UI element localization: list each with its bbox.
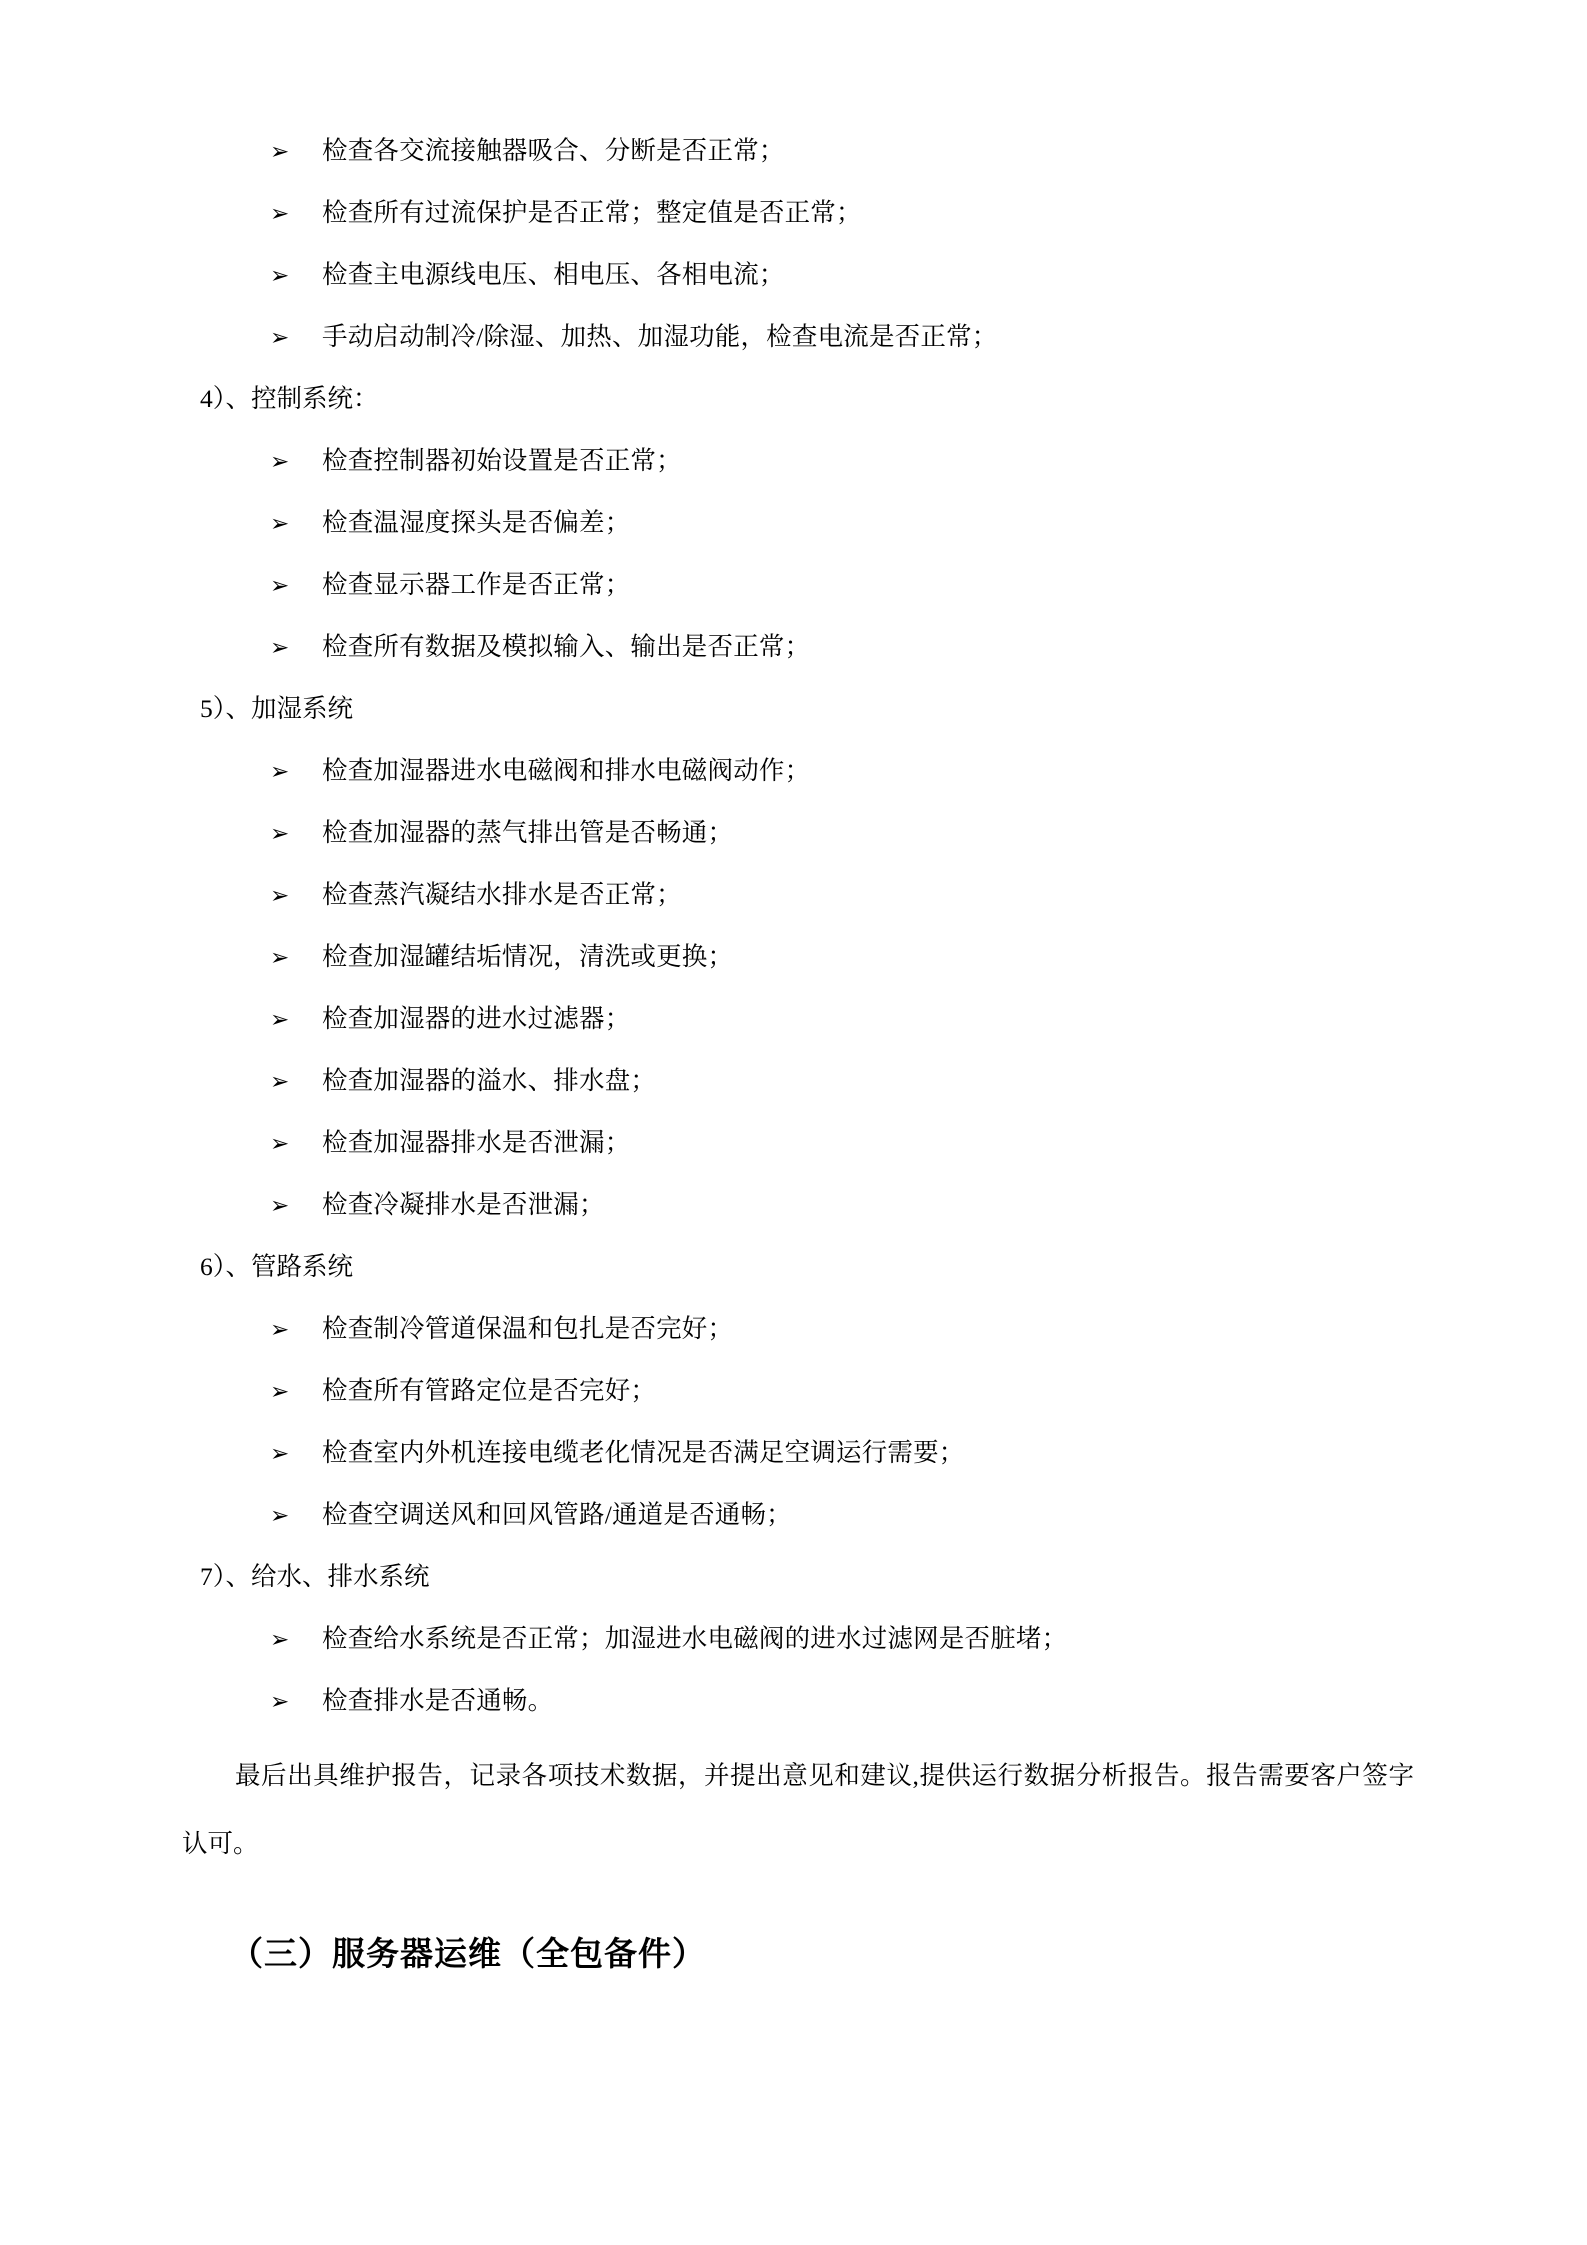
major-section-heading: （三）服务器运维（全包备件）: [230, 1934, 706, 1973]
arrow-bullet-icon: ➢: [270, 325, 290, 351]
list-item: [182, 120, 1412, 182]
list-item-text: 检查蒸汽凝结水排水是否正常；: [322, 880, 682, 909]
list-item-text: 检查所有数据及模拟输入、输出是否正常；: [322, 632, 811, 661]
list-item-text: 检查制冷管道保温和包扎是否完好；: [322, 1314, 734, 1343]
list-item-text: 检查加湿器的进水过滤器；: [322, 1004, 631, 1033]
arrow-bullet-icon: ➢: [270, 635, 290, 661]
list-item-text: 检查控制器初始设置是否正常；: [322, 446, 682, 475]
arrow-bullet-icon: ➢: [270, 201, 290, 227]
list-item: [182, 740, 1412, 802]
list-item: [182, 864, 1412, 926]
section-heading-piping-system: 6）、管路系统: [200, 1252, 354, 1281]
arrow-bullet-icon: ➢: [270, 759, 290, 785]
list-item: [182, 244, 1412, 306]
arrow-bullet-icon: ➢: [270, 1379, 290, 1405]
list-item-text: 检查所有过流保护是否正常；整定值是否正常；: [322, 198, 862, 227]
list-item-text: 检查冷凝排水是否泄漏；: [322, 1190, 605, 1219]
list-item-text: 检查加湿器的蒸气排出管是否畅通；: [322, 818, 734, 847]
list-item: [182, 616, 1412, 678]
arrow-bullet-icon: ➢: [270, 1503, 290, 1529]
list-item-text: 检查温湿度探头是否偏差；: [322, 508, 631, 537]
list-item: [182, 492, 1412, 554]
list-item: [182, 1174, 1412, 1236]
list-item: [182, 1422, 1412, 1484]
arrow-bullet-icon: ➢: [270, 883, 290, 909]
list-item-text: 手动启动制冷/除湿、加热、加湿功能，检查电流是否正常；: [322, 322, 998, 351]
list-item-text: 检查给水系统是否正常；加湿进水电磁阀的进水过滤网是否脏堵；: [322, 1624, 1068, 1653]
page-content: [182, 120, 1412, 1984]
arrow-bullet-icon: ➢: [270, 1441, 290, 1467]
list-item-text: 检查加湿器进水电磁阀和排水电磁阀动作；: [322, 756, 811, 785]
closing-paragraph: 最后出具维护报告，记录各项技术数据，并提出意见和建议,提供运行数据分析报告。报告需要客户签字认可。: [182, 1761, 1414, 1858]
arrow-bullet-icon: ➢: [270, 139, 290, 165]
list-item: [182, 1360, 1412, 1422]
list-item: [182, 306, 1412, 368]
list-item-text: 检查各交流接触器吸合、分断是否正常；: [322, 136, 785, 165]
list-item: [182, 1484, 1412, 1546]
list-item-text: 检查主电源线电压、相电压、各相电流；: [322, 260, 785, 289]
arrow-bullet-icon: ➢: [270, 1131, 290, 1157]
list-item: [182, 182, 1412, 244]
list-item-text: 检查室内外机连接电缆老化情况是否满足空调运行需要；: [322, 1438, 965, 1467]
arrow-bullet-icon: ➢: [270, 1689, 290, 1715]
section-heading-water-supply-drainage-system: 7）、给水、排水系统: [200, 1562, 430, 1591]
list-item: [182, 1050, 1412, 1112]
arrow-bullet-icon: ➢: [270, 573, 290, 599]
list-item: [182, 1298, 1412, 1360]
list-item: [182, 1112, 1412, 1174]
arrow-bullet-icon: ➢: [270, 1317, 290, 1343]
arrow-bullet-icon: ➢: [270, 449, 290, 475]
arrow-bullet-icon: ➢: [270, 263, 290, 289]
list-item-text: 检查空调送风和回风管路/通道是否通畅；: [322, 1500, 792, 1529]
list-item: [182, 926, 1412, 988]
arrow-bullet-icon: ➢: [270, 511, 290, 537]
arrow-bullet-icon: ➢: [270, 1007, 290, 1033]
list-item: [182, 988, 1412, 1050]
list-item-text: 检查显示器工作是否正常；: [322, 570, 631, 599]
list-item-text: 检查所有管路定位是否完好；: [322, 1376, 657, 1405]
list-item-text: 检查加湿罐结垢情况，清洗或更换；: [322, 942, 734, 971]
arrow-bullet-icon: ➢: [270, 1193, 290, 1219]
list-item-text: 检查加湿器的溢水、排水盘；: [322, 1066, 657, 1095]
arrow-bullet-icon: ➢: [270, 1069, 290, 1095]
list-item: [182, 802, 1412, 864]
list-item: [182, 430, 1412, 492]
section-heading-control-system: 4）、控制系统：: [200, 384, 379, 413]
list-item: [182, 1608, 1412, 1670]
arrow-bullet-icon: ➢: [270, 821, 290, 847]
section-heading-humidification-system: 5）、加湿系统: [200, 694, 354, 723]
list-item-text: 检查排水是否通畅。: [322, 1686, 554, 1715]
arrow-bullet-icon: ➢: [270, 945, 290, 971]
list-item-text: 检查加湿器排水是否泄漏；: [322, 1128, 631, 1157]
list-item: [182, 554, 1412, 616]
arrow-bullet-icon: ➢: [270, 1627, 290, 1653]
list-item: [182, 1670, 1412, 1732]
